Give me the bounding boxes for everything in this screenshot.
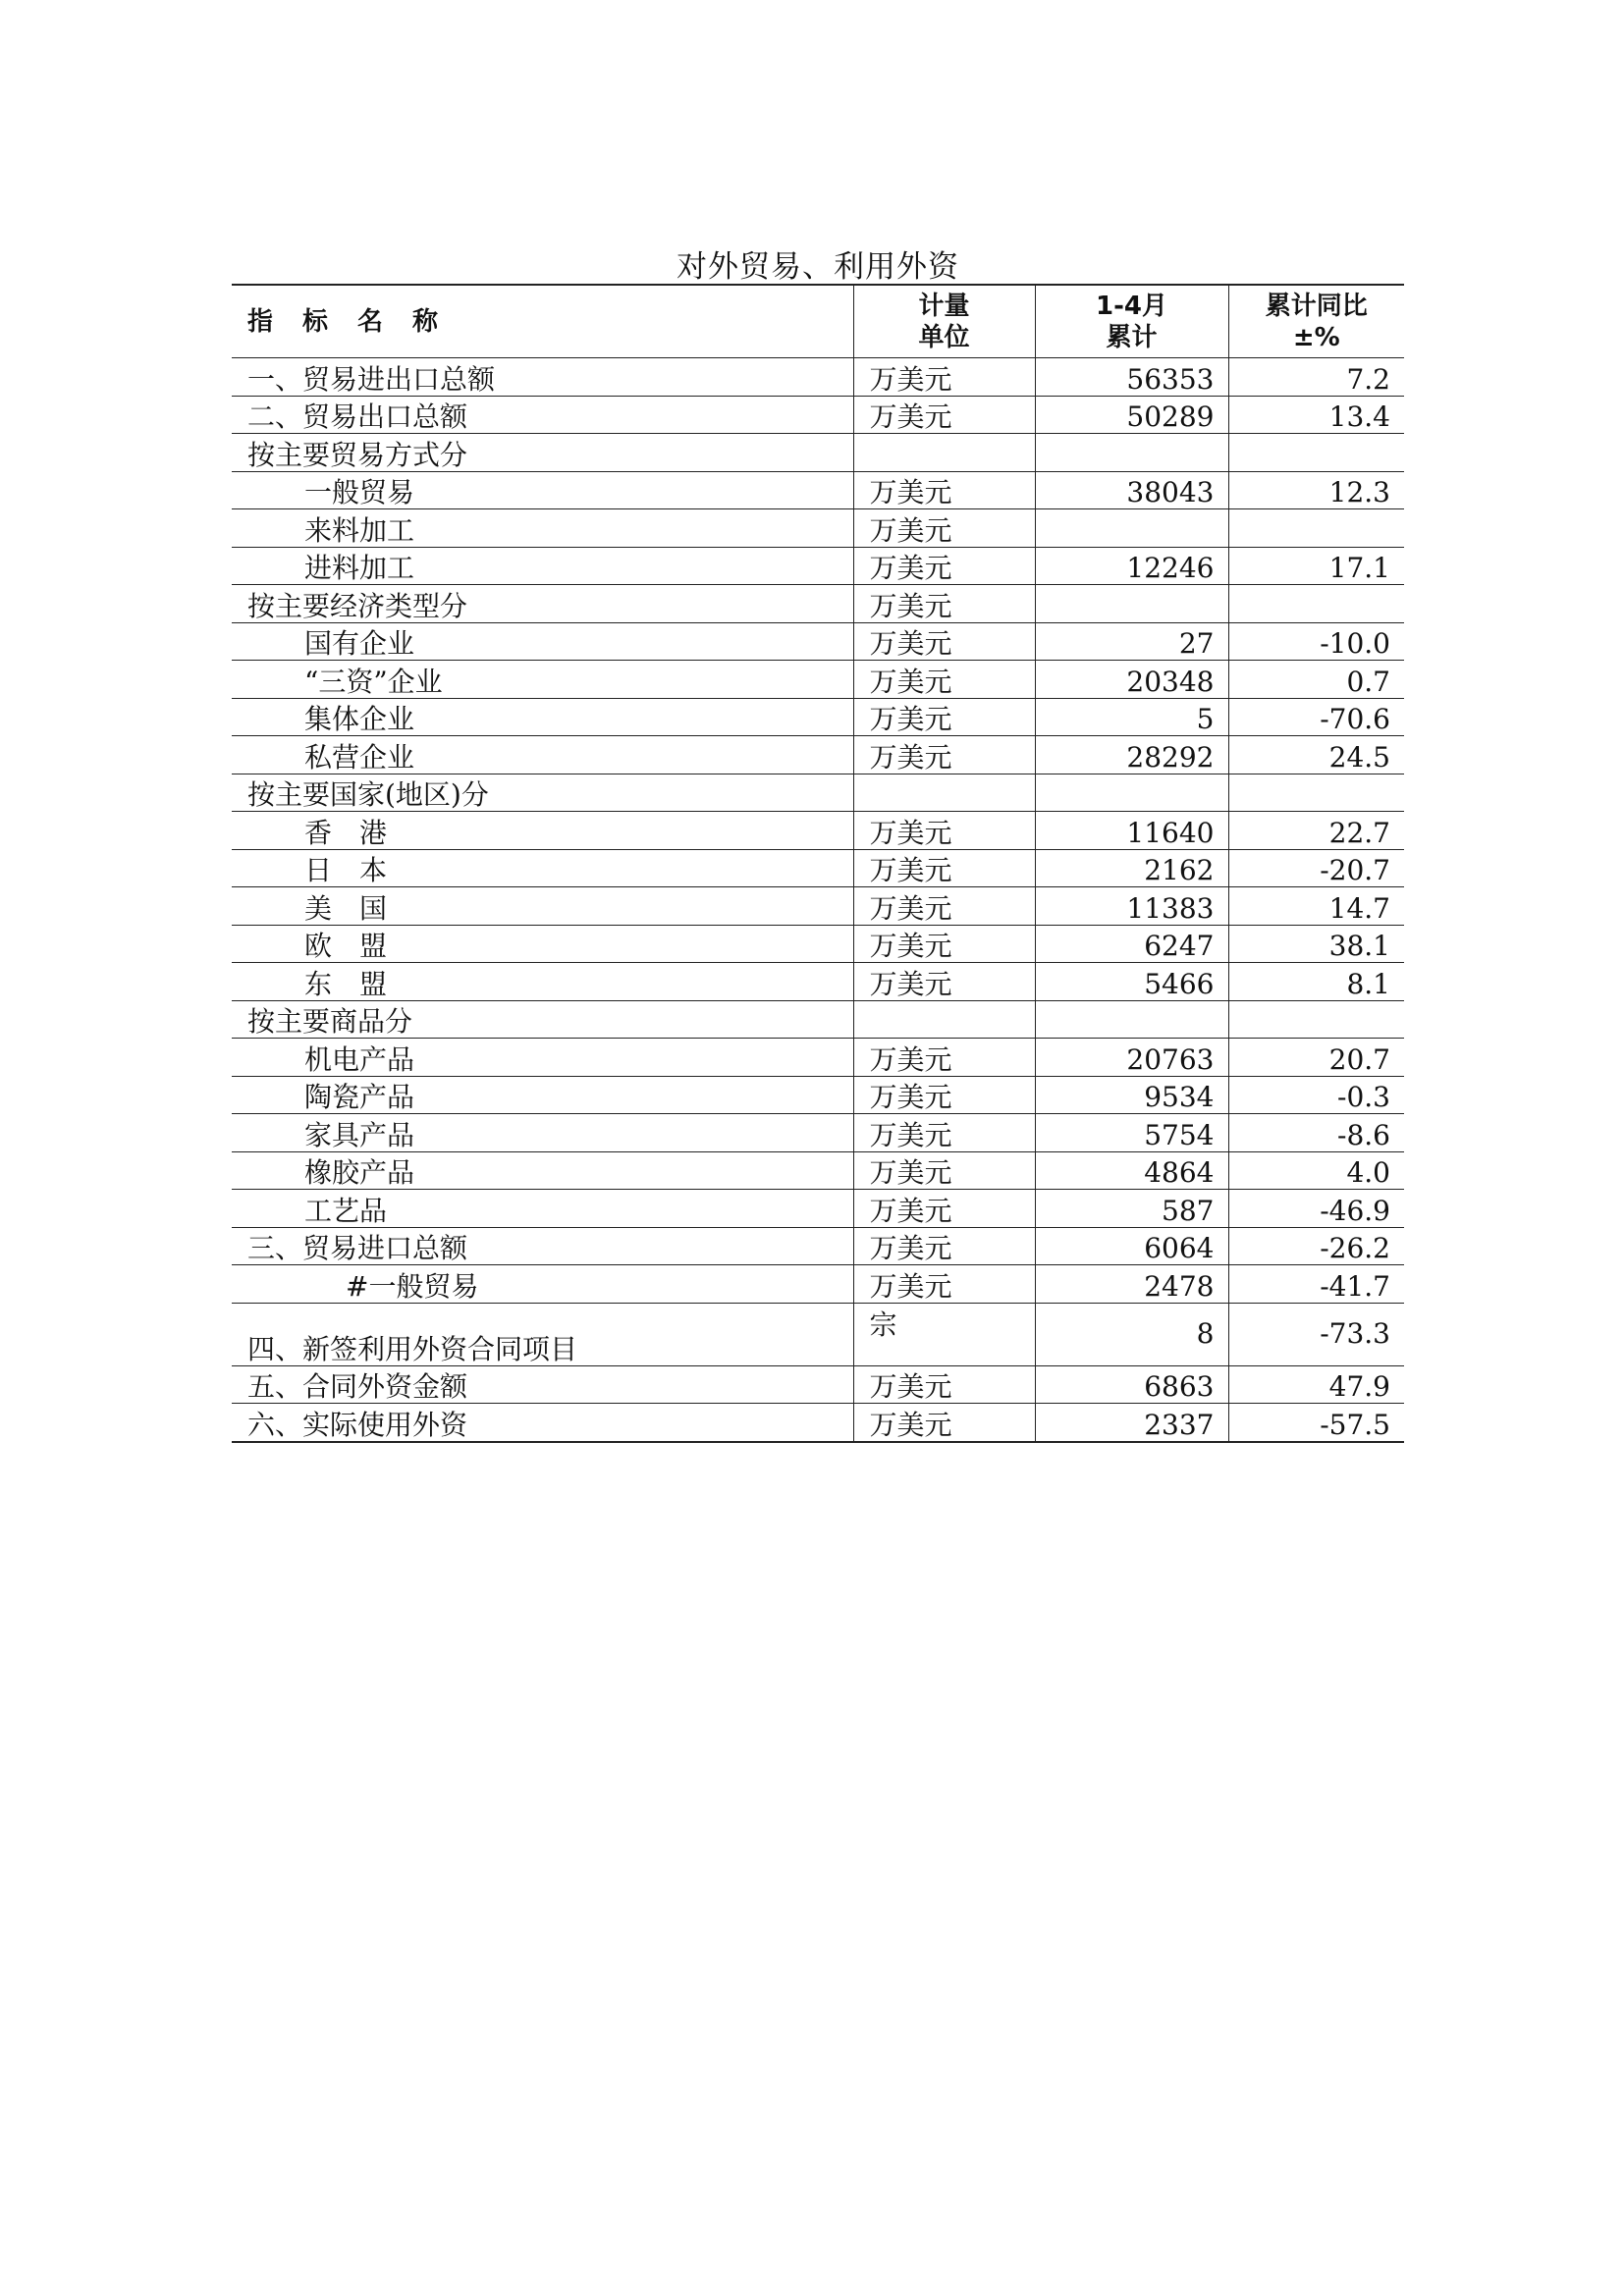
row-unit: 万美元: [853, 1076, 1035, 1114]
table-row: [232, 1114, 1404, 1152]
row-yoy-change: [1228, 585, 1404, 623]
row-yoy-change: 4.0: [1228, 1151, 1404, 1190]
row-cumulative-value: 28292: [1035, 736, 1228, 774]
table-row: [232, 736, 1404, 774]
table-row: [232, 1190, 1404, 1228]
row-unit: 万美元: [853, 1265, 1035, 1304]
row-cumulative-value: [1035, 1000, 1228, 1039]
table-body: [232, 358, 1404, 1442]
row-name: 按主要国家(地区)分: [232, 774, 853, 812]
page-title: 对外贸易、利用外资: [677, 249, 959, 285]
row-cumulative-value: 6247: [1035, 925, 1228, 963]
row-unit: 万美元: [853, 547, 1035, 585]
row-cumulative-value: 587: [1035, 1190, 1228, 1228]
table-row: [232, 585, 1404, 623]
table-row: [232, 849, 1404, 887]
row-name: 机电产品: [232, 1039, 853, 1077]
table-row: [232, 774, 1404, 812]
row-unit: 万美元: [853, 1151, 1035, 1190]
row-yoy-change: -10.0: [1228, 622, 1404, 661]
row-unit: 万美元: [853, 736, 1035, 774]
row-name: 四、新签利用外资合同项目: [232, 1303, 853, 1365]
row-yoy-change: [1228, 1000, 1404, 1039]
row-unit: [853, 1000, 1035, 1039]
table-row: [232, 1404, 1404, 1442]
table-row: [232, 925, 1404, 963]
row-cumulative-value: 20763: [1035, 1039, 1228, 1077]
row-unit: 万美元: [853, 812, 1035, 850]
row-cumulative-value: 6064: [1035, 1227, 1228, 1265]
row-name: 东 盟: [232, 963, 853, 1001]
header-cumulative: [1035, 285, 1228, 358]
row-yoy-change: -26.2: [1228, 1227, 1404, 1265]
row-name: 陶瓷产品: [232, 1076, 853, 1114]
table-row: [232, 1227, 1404, 1265]
row-yoy-change: 24.5: [1228, 736, 1404, 774]
row-unit: 万美元: [853, 1227, 1035, 1265]
row-yoy-change: -20.7: [1228, 849, 1404, 887]
row-unit: 宗: [853, 1303, 1035, 1365]
row-yoy-change: [1228, 509, 1404, 548]
row-name: 五、合同外资金额: [232, 1365, 853, 1404]
row-unit: 万美元: [853, 963, 1035, 1001]
row-cumulative-value: 50289: [1035, 396, 1228, 434]
row-yoy-change: -41.7: [1228, 1265, 1404, 1304]
row-name: “三资”企业: [232, 661, 853, 699]
row-yoy-change: -46.9: [1228, 1190, 1404, 1228]
table-row: [232, 963, 1404, 1001]
row-yoy-change: 7.2: [1228, 358, 1404, 397]
row-yoy-change: 14.7: [1228, 887, 1404, 926]
row-cumulative-value: 8: [1035, 1303, 1228, 1365]
row-cumulative-value: [1035, 585, 1228, 623]
row-unit: 万美元: [853, 509, 1035, 548]
row-name: 橡胶产品: [232, 1151, 853, 1190]
header-unit-line-1: 计量: [918, 291, 970, 321]
header-yoy-line-2: ±%: [1292, 322, 1340, 352]
row-unit: [853, 434, 1035, 472]
row-cumulative-value: 11640: [1035, 812, 1228, 850]
header-unit-line-2: 单位: [918, 322, 970, 352]
table-row: [232, 396, 1404, 434]
row-unit: 万美元: [853, 1190, 1035, 1228]
table-row: [232, 812, 1404, 850]
header-cumulative-line-2: 累计: [1106, 322, 1158, 352]
table-row: [232, 1039, 1404, 1077]
row-cumulative-value: 56353: [1035, 358, 1228, 397]
row-name: 香 港: [232, 812, 853, 850]
row-cumulative-value: 38043: [1035, 471, 1228, 509]
row-unit: 万美元: [853, 698, 1035, 736]
row-unit: 万美元: [853, 661, 1035, 699]
row-cumulative-value: 5: [1035, 698, 1228, 736]
row-yoy-change: -57.5: [1228, 1404, 1404, 1442]
row-yoy-change: [1228, 774, 1404, 812]
table-row: [232, 1303, 1404, 1365]
row-name: 集体企业: [232, 698, 853, 736]
table-row: [232, 1076, 1404, 1114]
row-name: 按主要经济类型分: [232, 585, 853, 623]
row-yoy-change: 12.3: [1228, 471, 1404, 509]
row-name: 欧 盟: [232, 925, 853, 963]
row-cumulative-value: [1035, 509, 1228, 548]
row-cumulative-value: 2162: [1035, 849, 1228, 887]
table-row: [232, 1265, 1404, 1304]
table-row: [232, 1365, 1404, 1404]
header-indicator-name: 指标名称: [232, 285, 853, 358]
row-cumulative-value: 4864: [1035, 1151, 1228, 1190]
row-name: 日 本: [232, 849, 853, 887]
header-yoy-line-1: 累计同比: [1265, 291, 1368, 321]
row-unit: 万美元: [853, 471, 1035, 509]
statistics-table: [232, 284, 1404, 1443]
row-cumulative-value: 9534: [1035, 1076, 1228, 1114]
row-unit: 万美元: [853, 585, 1035, 623]
header-yoy-change: [1228, 285, 1404, 358]
row-unit: 万美元: [853, 1404, 1035, 1442]
row-cumulative-value: 27: [1035, 622, 1228, 661]
row-name: 按主要商品分: [232, 1000, 853, 1039]
table-row: [232, 471, 1404, 509]
table-row: [232, 661, 1404, 699]
row-name: 工艺品: [232, 1190, 853, 1228]
row-yoy-change: 22.7: [1228, 812, 1404, 850]
row-unit: 万美元: [853, 849, 1035, 887]
row-yoy-change: 17.1: [1228, 547, 1404, 585]
row-name: 按主要贸易方式分: [232, 434, 853, 472]
row-name: 家具产品: [232, 1114, 853, 1152]
header-cumulative-line-1: 1-4月: [1096, 291, 1167, 321]
table-row: [232, 1151, 1404, 1190]
table-row: [232, 358, 1404, 397]
row-cumulative-value: 12246: [1035, 547, 1228, 585]
table-row: [232, 887, 1404, 926]
row-yoy-change: -8.6: [1228, 1114, 1404, 1152]
row-name: 一、贸易进出口总额: [232, 358, 853, 397]
table-row: [232, 434, 1404, 472]
row-unit: [853, 774, 1035, 812]
table-row: [232, 547, 1404, 585]
row-yoy-change: -73.3: [1228, 1303, 1404, 1365]
row-yoy-change: -70.6: [1228, 698, 1404, 736]
row-cumulative-value: 11383: [1035, 887, 1228, 926]
row-cumulative-value: [1035, 774, 1228, 812]
header-unit: [853, 285, 1035, 358]
row-cumulative-value: 5466: [1035, 963, 1228, 1001]
table-row: [232, 509, 1404, 548]
row-name: 一般贸易: [232, 471, 853, 509]
row-name: 美 国: [232, 887, 853, 926]
row-yoy-change: -0.3: [1228, 1076, 1404, 1114]
row-unit: 万美元: [853, 1039, 1035, 1077]
row-name: 六、实际使用外资: [232, 1404, 853, 1442]
row-unit: 万美元: [853, 887, 1035, 926]
row-cumulative-value: 6863: [1035, 1365, 1228, 1404]
row-unit: 万美元: [853, 1114, 1035, 1152]
row-yoy-change: 38.1: [1228, 925, 1404, 963]
row-cumulative-value: 2478: [1035, 1265, 1228, 1304]
row-name: 来料加工: [232, 509, 853, 548]
row-name: 二、贸易出口总额: [232, 396, 853, 434]
row-unit: 万美元: [853, 1365, 1035, 1404]
row-yoy-change: [1228, 434, 1404, 472]
row-name: #一般贸易: [232, 1265, 853, 1304]
row-unit: 万美元: [853, 925, 1035, 963]
row-yoy-change: 20.7: [1228, 1039, 1404, 1077]
row-yoy-change: 8.1: [1228, 963, 1404, 1001]
table-header-row: [232, 285, 1404, 358]
row-cumulative-value: 20348: [1035, 661, 1228, 699]
row-yoy-change: 0.7: [1228, 661, 1404, 699]
row-name: 三、贸易进口总额: [232, 1227, 853, 1265]
row-unit: 万美元: [853, 396, 1035, 434]
table-row: [232, 698, 1404, 736]
row-name: 国有企业: [232, 622, 853, 661]
row-cumulative-value: 5754: [1035, 1114, 1228, 1152]
row-unit: 万美元: [853, 358, 1035, 397]
row-yoy-change: 13.4: [1228, 396, 1404, 434]
row-name: 私营企业: [232, 736, 853, 774]
row-cumulative-value: [1035, 434, 1228, 472]
row-yoy-change: 47.9: [1228, 1365, 1404, 1404]
table-row: [232, 1000, 1404, 1039]
table-row: [232, 622, 1404, 661]
row-name: 进料加工: [232, 547, 853, 585]
row-unit: 万美元: [853, 622, 1035, 661]
row-cumulative-value: 2337: [1035, 1404, 1228, 1442]
